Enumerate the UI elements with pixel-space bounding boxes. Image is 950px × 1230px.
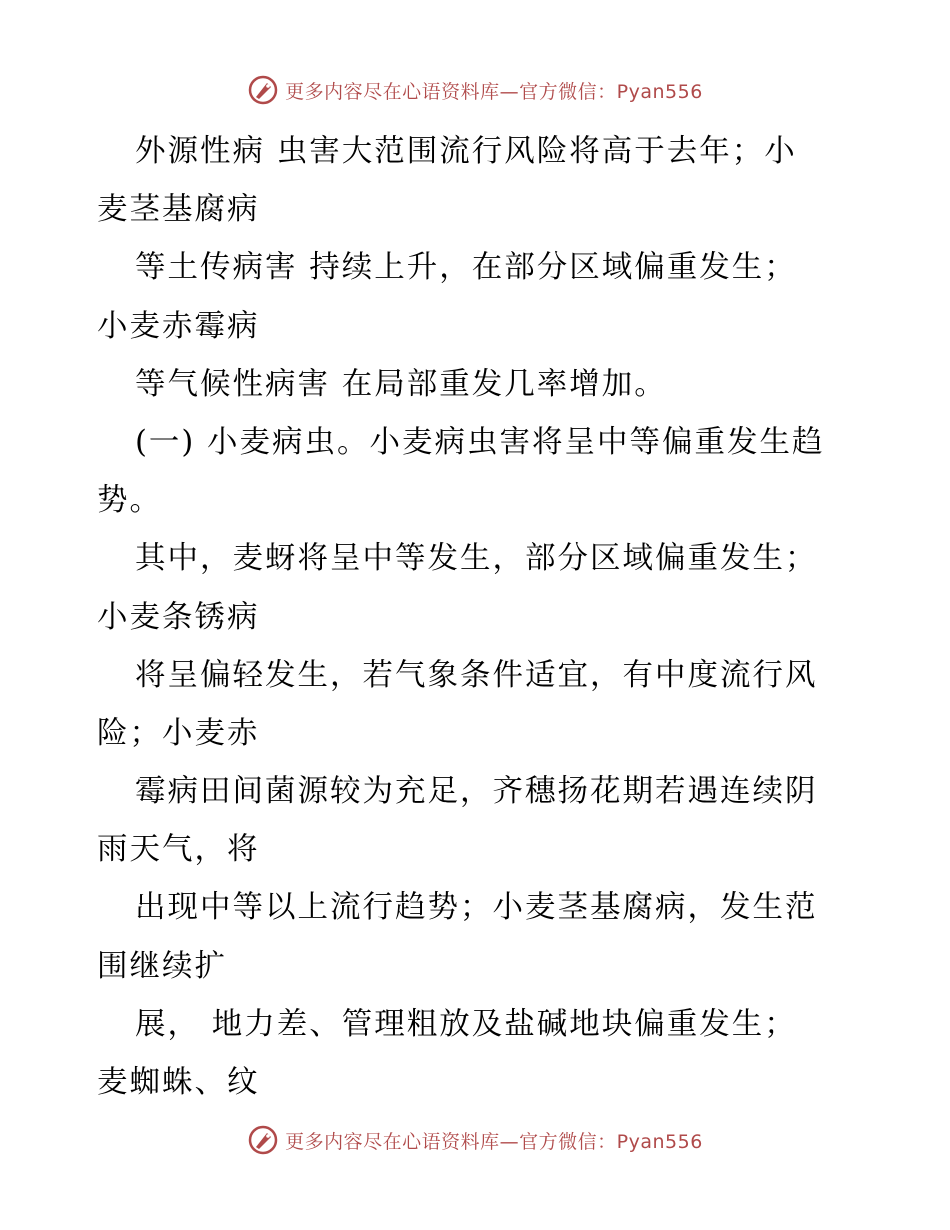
text-line: 将呈偏轻发生，若气象条件适宜，有中度流行风 [135,657,818,693]
text-line: 其中，麦蚜将呈中等发生，部分区域偏重发生； [135,541,818,577]
text-line: 等气候性病害 在局部重发几率增加。 [135,366,667,402]
text-line: 展， 地力差、管理粗放及盐碱地块偏重发生； [135,1006,797,1042]
text-line: (一) 小麦病虫。小麦病虫害将呈中等偏重发生趋 [135,424,825,460]
text-line: 出现中等以上流行趋势；小麦茎基腐病，发生范 [135,890,818,926]
text-line: 势。 [97,483,162,519]
text-line: 等土传病害 持续上升，在部分区域偏重发生； [135,250,797,286]
text-line: 险；小麦赤 [97,715,260,751]
text-line: 雨天气，将 [97,832,260,868]
header-watermark [0,70,950,110]
text-line: 麦蜘蛛、纹 [97,1065,260,1100]
watermark-text: 更多内容尽在心语资料库—官方微信：Pyan556 [285,1130,703,1153]
text-line: 围继续扩 [97,948,227,984]
text-line: 霉病田间菌源较为充足，齐穗扬花期若遇连续阴 [135,774,818,810]
text-line: 小麦赤霉病 [97,308,260,344]
text-line: 小麦条锈病 [97,599,260,635]
pen-nib-logo-icon [247,1124,279,1156]
document-body [97,123,857,1112]
text-line: 外源性病 虫害大范围流行风险将高于去年；小 [135,134,797,169]
footer-watermark [0,1120,950,1160]
watermark-text: 更多内容尽在心语资料库—官方微信：Pyan556 [285,80,703,103]
pen-nib-logo-icon [247,74,279,106]
text-line: 麦茎基腐病 [97,192,260,228]
